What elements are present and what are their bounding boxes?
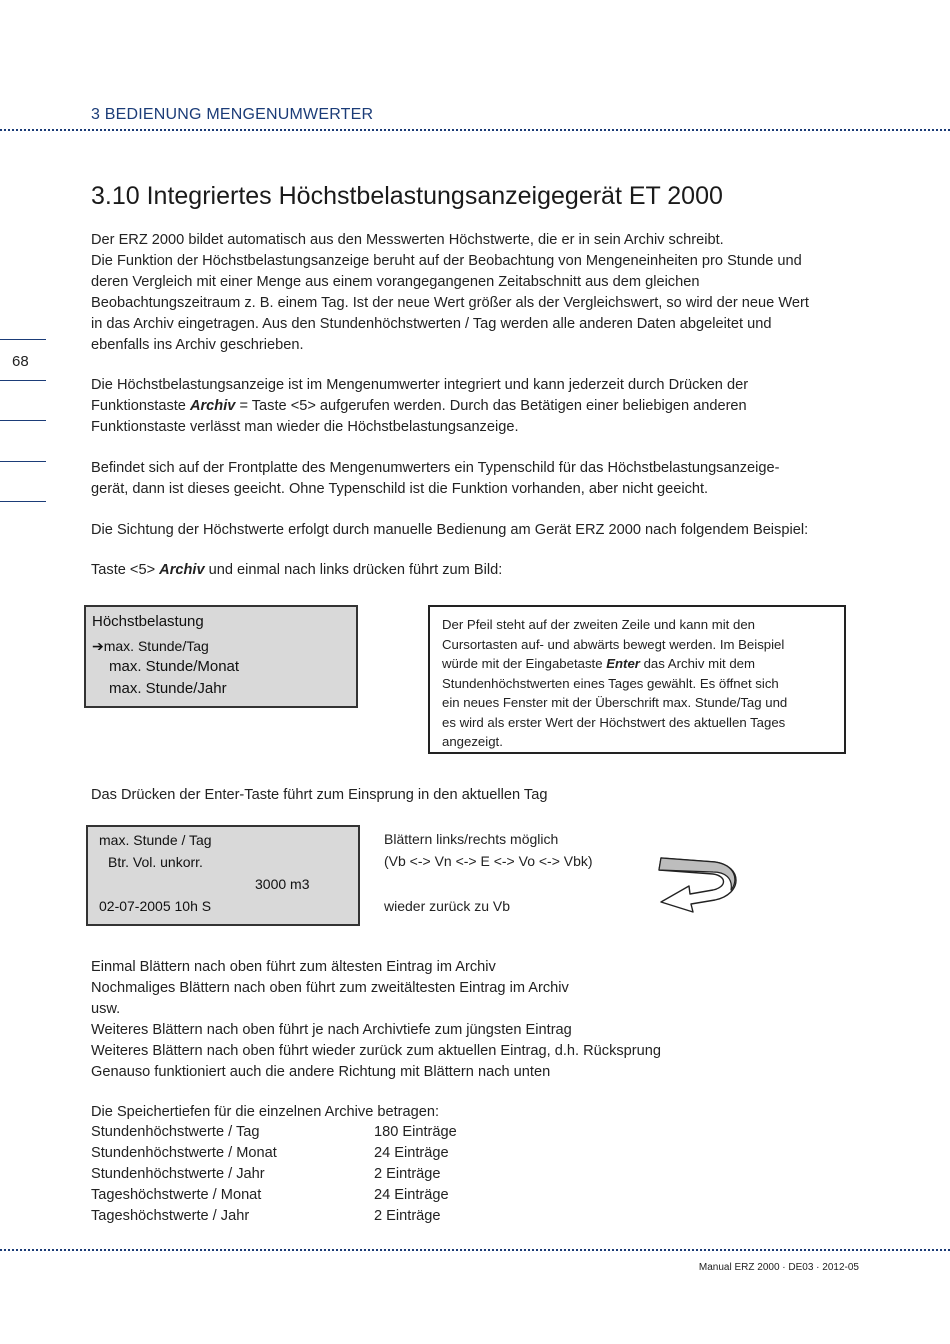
storage-row-value: 2 Einträge xyxy=(374,1208,441,1224)
note-line: ein neues Fenster mit der Überschrift max. Stunde/Tag und xyxy=(442,695,788,710)
text-line: deren Vergleich mit einer Menge aus einem vorangegangenen Zeitabschnitt aus dem gleichen xyxy=(91,274,700,290)
text-line: Nochmaliges Blättern nach oben führt zum zweitältesten Eintrag im Archiv xyxy=(91,980,569,996)
display-title: Höchstbelastung xyxy=(92,613,204,630)
display-archive-menu xyxy=(84,605,358,708)
display-menu-item: max. Stunde/Jahr xyxy=(109,680,227,697)
paragraph-type-plate xyxy=(91,458,866,500)
paragraph-intro xyxy=(91,230,866,356)
scroll-info-text: Blättern links/rechts möglich xyxy=(384,831,559,847)
text-line: Der ERZ 2000 bildet automatisch aus den Messwerten Höchstwerte, die er in sein Archiv schreibt. xyxy=(91,232,724,248)
storage-row-label: Stundenhöchstwerte / Tag xyxy=(91,1124,260,1140)
display-timestamp: 02-07-2005 10h S xyxy=(99,898,212,914)
margin-tick xyxy=(0,420,46,421)
display-quantity-label: Btr. Vol. unkorr. xyxy=(108,854,203,870)
storage-row-value: 24 Einträge xyxy=(374,1145,449,1161)
storage-row-value: 2 Einträge xyxy=(374,1166,441,1182)
enter-keyword: Enter xyxy=(606,656,640,671)
display-value: 3000 m3 xyxy=(255,876,310,892)
text-line: gerät, dann ist dieses geeicht. Ohne Typenschild ist die Funktion vorhanden, aber nicht geeicht. xyxy=(91,481,709,497)
text-line: Die Funktion der Höchstbelastungsanzeige beruht auf der Beobachtung von Mengeneinheiten pro Stunde und xyxy=(91,253,802,269)
margin-tick xyxy=(0,339,46,340)
storage-row-label: Stundenhöchstwerte / Monat xyxy=(91,1145,277,1161)
note-line: würde mit der Eingabetaste Enter das Archiv mit dem xyxy=(442,656,755,671)
text-line: usw. xyxy=(91,1001,121,1017)
footer-divider xyxy=(0,1249,950,1251)
text-line: Funktionstaste verlässt man wieder die Höchstbelastungsanzeige. xyxy=(91,419,519,435)
text-line: Funktionstaste Archiv = Taste <5> aufgerufen werden. Durch das Betätigen einer beliebigen anderen xyxy=(91,398,747,414)
paragraph-enter: Das Drücken der Enter-Taste führt zum Einsprung in den aktuellen Tag xyxy=(91,787,548,803)
text-line: Genauso funktioniert auch die andere Richtung mit Blättern nach unten xyxy=(91,1064,551,1080)
scroll-sequence-text: (Vb <-> Vn <-> E <-> Vo <-> Vbk) xyxy=(384,853,593,869)
paragraph-inspection: Die Sichtung der Höchstwerte erfolgt durch manuelle Bedienung am Gerät ERZ 2000 nach folgendem Beispiel: xyxy=(91,522,809,538)
note-line: Cursortasten auf- und abwärts bewegt werden. Im Beispiel xyxy=(442,636,785,652)
archiv-keyword: Archiv xyxy=(159,562,205,578)
page-title: 3.10 Integriertes Höchstbelastungsanzeigegerät ET 2000 xyxy=(91,182,723,210)
text-line: ebenfalls ins Archiv geschrieben. xyxy=(91,337,304,353)
arrow-right-icon: ➔ xyxy=(92,638,104,654)
margin-tick xyxy=(0,501,46,502)
text-line: in das Archiv eingetragen. Aus den Stundenhöchstwerten / Tag werden alle anderen Daten abgeleitet und xyxy=(91,316,772,332)
note-line: Der Pfeil steht auf der zweiten Zeile und kann mit den xyxy=(442,617,756,632)
text-line: Beobachtungszeitraum z. B. einem Tag. Ist der neue Wert größer als der Vergleichswert, so wird der neue Wert xyxy=(91,295,809,311)
storage-row-label: Tageshöchstwerte / Monat xyxy=(91,1187,262,1203)
text-line: Die Höchstbelastungsanzeige ist im Mengenumwerter integriert und kann jederzeit durch Drücken der xyxy=(91,377,749,393)
text-line: Weiteres Blättern nach oben führt wieder zurück zum aktuellen Eintrag, d.h. Rücksprung xyxy=(91,1043,661,1059)
display-hour-day xyxy=(86,825,360,926)
note-line: es wird als erster Wert der Höchstwert des aktuellen Tages xyxy=(442,714,786,730)
storage-row-value: 180 Einträge xyxy=(374,1124,457,1140)
note-line: angezeigt. xyxy=(442,734,503,749)
archiv-keyword: Archiv xyxy=(189,398,236,414)
text-line: Befindet sich auf der Frontplatte des Mengenumwerters ein Typenschild für das Höchstbelastungsanzeige- xyxy=(91,460,780,476)
footer-doc-reference: Manual ERZ 2000 · DE03 · 2012-05 xyxy=(698,1262,859,1273)
paragraph-key-press: Taste <5> Archiv und einmal nach links drücken führt zum Bild: xyxy=(91,562,503,578)
storage-row-label: Stundenhöchstwerte / Jahr xyxy=(91,1166,265,1182)
text-line: Einmal Blättern nach oben führt zum ältesten Eintrag im Archiv xyxy=(91,959,496,975)
display-menu-item-selected: ➔max. Stunde/Tag xyxy=(92,638,209,654)
section-header: 3 BEDIENUNG MENGENUMWERTER xyxy=(91,106,374,123)
curved-return-arrow-icon xyxy=(655,850,740,920)
storage-row-value: 24 Einträge xyxy=(374,1187,449,1203)
header-divider xyxy=(0,129,950,131)
margin-tick xyxy=(0,461,46,462)
storage-intro: Die Speichertiefen für die einzelnen Archive betragen: xyxy=(91,1104,440,1120)
display-title: max. Stunde / Tag xyxy=(99,832,212,848)
display-menu-item: max. Stunde/Monat xyxy=(109,658,240,675)
storage-row-label: Tageshöchstwerte / Jahr xyxy=(91,1208,250,1224)
note-line: Stundenhöchstwerten eines Tages gewählt. Es öffnet sich xyxy=(442,675,779,691)
paragraph-scroll-description xyxy=(91,957,866,1083)
note-box xyxy=(428,605,846,754)
page-number: 68 xyxy=(12,353,29,370)
text-line: Weiteres Blättern nach oben führt je nach Archivtiefe zum jüngsten Eintrag xyxy=(91,1022,572,1038)
scroll-return-text: wieder zurück zu Vb xyxy=(384,898,511,914)
margin-tick xyxy=(0,380,46,381)
paragraph-function-key xyxy=(91,375,866,438)
